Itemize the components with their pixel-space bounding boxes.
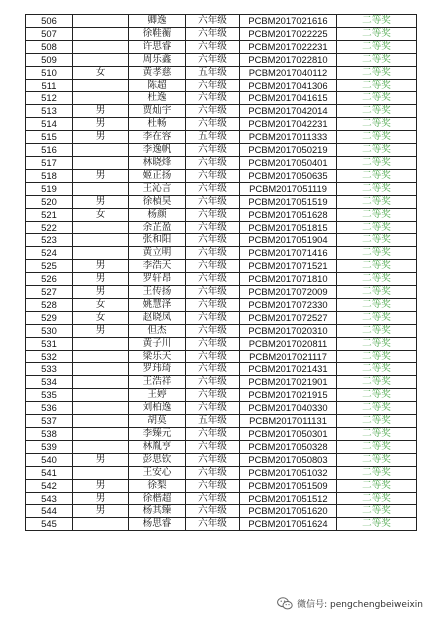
registration-code: PCBM2017051119	[240, 182, 337, 195]
award-cell: 二等奖	[337, 27, 417, 40]
award-cell: 二等奖	[337, 273, 417, 286]
award-cell: 二等奖	[337, 105, 417, 118]
grade-cell: 五年级	[186, 415, 240, 428]
award-cell: 二等奖	[337, 260, 417, 273]
registration-code: PCBM2017021901	[240, 376, 337, 389]
registration-code: PCBM2017051815	[240, 221, 337, 234]
registration-code: PCBM2017051620	[240, 505, 337, 518]
award-cell: 二等奖	[337, 169, 417, 182]
row-number: 527	[26, 286, 73, 299]
award-cell: 二等奖	[337, 466, 417, 479]
student-name: 王婷	[129, 389, 186, 402]
award-cell: 二等奖	[337, 492, 417, 505]
gender-cell: 女	[73, 208, 129, 221]
gender-cell	[73, 247, 129, 260]
gender-cell: 女	[73, 66, 129, 79]
grade-cell: 六年级	[186, 298, 240, 311]
award-cell: 二等奖	[337, 415, 417, 428]
row-number: 513	[26, 105, 73, 118]
award-cell: 二等奖	[337, 79, 417, 92]
award-cell: 二等奖	[337, 402, 417, 415]
registration-code: PCBM2017051628	[240, 208, 337, 221]
award-cell: 二等奖	[337, 131, 417, 144]
grade-cell: 六年级	[186, 466, 240, 479]
registration-code: PCBM2017071810	[240, 273, 337, 286]
student-name: 黄立明	[129, 247, 186, 260]
student-name: 黄子川	[129, 337, 186, 350]
student-name: 周乐鑫	[129, 53, 186, 66]
award-cell: 二等奖	[337, 156, 417, 169]
table-row	[26, 505, 417, 518]
gender-cell	[73, 144, 129, 157]
table-row	[26, 492, 417, 505]
gender-cell: 男	[73, 118, 129, 131]
student-name: 胡莫	[129, 415, 186, 428]
table-row	[26, 324, 417, 337]
wechat-watermark	[277, 597, 423, 610]
student-name: 李在容	[129, 131, 186, 144]
row-number: 523	[26, 234, 73, 247]
table-row	[26, 182, 417, 195]
gender-cell	[73, 27, 129, 40]
registration-code: PCBM2017072527	[240, 311, 337, 324]
registration-code: PCBM2017020811	[240, 337, 337, 350]
table-row	[26, 453, 417, 466]
registration-code: PCBM2017050401	[240, 156, 337, 169]
student-name: 林胤亨	[129, 440, 186, 453]
gender-cell	[73, 402, 129, 415]
table-row	[26, 376, 417, 389]
table-row	[26, 518, 417, 531]
registration-code: PCBM2017021616	[240, 15, 337, 28]
table-row	[26, 466, 417, 479]
registration-code: PCBM2017022810	[240, 53, 337, 66]
row-number: 519	[26, 182, 73, 195]
gender-cell	[73, 53, 129, 66]
registration-code: PCBM2017071521	[240, 260, 337, 273]
gender-cell	[73, 156, 129, 169]
grade-cell: 六年级	[186, 453, 240, 466]
table-row	[26, 350, 417, 363]
grade-cell: 六年级	[186, 144, 240, 157]
gender-cell: 男	[73, 131, 129, 144]
gender-cell	[73, 92, 129, 105]
grade-cell: 六年级	[186, 402, 240, 415]
registration-code: PCBM2017022225	[240, 27, 337, 40]
grade-cell: 六年级	[186, 221, 240, 234]
table-row	[26, 337, 417, 350]
row-number: 524	[26, 247, 73, 260]
table-row	[26, 428, 417, 441]
registration-code: PCBM2017050328	[240, 440, 337, 453]
row-number: 521	[26, 208, 73, 221]
award-cell: 二等奖	[337, 40, 417, 53]
award-cell: 二等奖	[337, 208, 417, 221]
row-number: 506	[26, 15, 73, 28]
gender-cell: 男	[73, 169, 129, 182]
table-row	[26, 15, 417, 28]
table-row	[26, 363, 417, 376]
row-number: 542	[26, 479, 73, 492]
registration-code: PCBM2017051904	[240, 234, 337, 247]
award-table-body	[26, 15, 417, 531]
registration-code: PCBM2017041306	[240, 79, 337, 92]
award-cell: 二等奖	[337, 247, 417, 260]
registration-code: PCBM2017051032	[240, 466, 337, 479]
student-name: 徐梨	[129, 479, 186, 492]
gender-cell: 女	[73, 298, 129, 311]
table-row	[26, 66, 417, 79]
student-name: 王安心	[129, 466, 186, 479]
award-cell: 二等奖	[337, 440, 417, 453]
gender-cell	[73, 376, 129, 389]
student-name: 杨颜	[129, 208, 186, 221]
gender-cell: 男	[73, 453, 129, 466]
award-cell: 二等奖	[337, 234, 417, 247]
table-row	[26, 27, 417, 40]
student-name: 林晓烽	[129, 156, 186, 169]
table-row	[26, 415, 417, 428]
gender-cell	[73, 182, 129, 195]
row-number: 535	[26, 389, 73, 402]
table-row	[26, 144, 417, 157]
grade-cell: 六年级	[186, 376, 240, 389]
student-name: 李逸帆	[129, 144, 186, 157]
student-name: 赵晓凤	[129, 311, 186, 324]
grade-cell: 六年级	[186, 27, 240, 40]
table-row	[26, 286, 417, 299]
student-name: 李臻元	[129, 428, 186, 441]
gender-cell	[73, 415, 129, 428]
row-number: 533	[26, 363, 73, 376]
grade-cell: 六年级	[186, 324, 240, 337]
grade-cell: 六年级	[186, 53, 240, 66]
gender-cell	[73, 389, 129, 402]
student-name: 姬正扬	[129, 169, 186, 182]
award-cell: 二等奖	[337, 350, 417, 363]
grade-cell: 六年级	[186, 260, 240, 273]
student-name: 徐鞋蘅	[129, 27, 186, 40]
award-cell: 二等奖	[337, 479, 417, 492]
student-name: 姚慧泽	[129, 298, 186, 311]
gender-cell: 男	[73, 324, 129, 337]
grade-cell: 六年级	[186, 505, 240, 518]
student-name: 卿逸	[129, 15, 186, 28]
table-row	[26, 53, 417, 66]
award-cell: 二等奖	[337, 337, 417, 350]
gender-cell	[73, 337, 129, 350]
grade-cell: 六年级	[186, 337, 240, 350]
registration-code: PCBM2017072009	[240, 286, 337, 299]
registration-code: PCBM2017022231	[240, 40, 337, 53]
table-row	[26, 389, 417, 402]
award-cell: 二等奖	[337, 182, 417, 195]
gender-cell	[73, 15, 129, 28]
table-row	[26, 402, 417, 415]
grade-cell: 六年级	[186, 118, 240, 131]
registration-code: PCBM2017071416	[240, 247, 337, 260]
registration-code: PCBM2017041615	[240, 92, 337, 105]
grade-cell: 六年级	[186, 363, 240, 376]
grade-cell: 六年级	[186, 195, 240, 208]
grade-cell: 六年级	[186, 350, 240, 363]
table-row	[26, 92, 417, 105]
student-name: 陈超	[129, 79, 186, 92]
row-number: 528	[26, 298, 73, 311]
award-cell: 二等奖	[337, 221, 417, 234]
row-number: 507	[26, 27, 73, 40]
grade-cell: 六年级	[186, 208, 240, 221]
row-number: 510	[26, 66, 73, 79]
grade-cell: 六年级	[186, 79, 240, 92]
award-cell: 二等奖	[337, 118, 417, 131]
gender-cell: 男	[73, 505, 129, 518]
grade-cell: 六年级	[186, 518, 240, 531]
gender-cell: 男	[73, 479, 129, 492]
registration-code: PCBM2017050301	[240, 428, 337, 441]
registration-code: PCBM2017050803	[240, 453, 337, 466]
grade-cell: 六年级	[186, 428, 240, 441]
student-name: 彭思钦	[129, 453, 186, 466]
table-row	[26, 221, 417, 234]
table-row	[26, 40, 417, 53]
row-number: 538	[26, 428, 73, 441]
student-name: 徐楷超	[129, 492, 186, 505]
award-cell: 二等奖	[337, 428, 417, 441]
gender-cell	[73, 428, 129, 441]
student-name: 杨思睿	[129, 518, 186, 531]
row-number: 520	[26, 195, 73, 208]
student-name: 徐楨昊	[129, 195, 186, 208]
row-number: 540	[26, 453, 73, 466]
row-number: 514	[26, 118, 73, 131]
gender-cell: 男	[73, 492, 129, 505]
row-number: 512	[26, 92, 73, 105]
grade-cell: 六年级	[186, 182, 240, 195]
registration-code: PCBM2017051512	[240, 492, 337, 505]
student-name: 杜逸	[129, 92, 186, 105]
gender-cell: 男	[73, 105, 129, 118]
table-row	[26, 131, 417, 144]
gender-cell: 男	[73, 273, 129, 286]
gender-cell	[73, 234, 129, 247]
table-row	[26, 479, 417, 492]
gender-cell	[73, 40, 129, 53]
student-name: 黄孝慈	[129, 66, 186, 79]
row-number: 516	[26, 144, 73, 157]
gender-cell: 男	[73, 286, 129, 299]
wechat-icon	[277, 597, 293, 610]
registration-code: PCBM2017040330	[240, 402, 337, 415]
award-table	[25, 14, 417, 531]
student-name: 贾灿宇	[129, 105, 186, 118]
grade-cell: 六年级	[186, 105, 240, 118]
table-row	[26, 169, 417, 182]
row-number: 522	[26, 221, 73, 234]
table-row	[26, 79, 417, 92]
student-name: 杨其臻	[129, 505, 186, 518]
row-number: 508	[26, 40, 73, 53]
award-cell: 二等奖	[337, 195, 417, 208]
row-number: 545	[26, 518, 73, 531]
award-cell: 二等奖	[337, 363, 417, 376]
registration-code: PCBM2017050219	[240, 144, 337, 157]
award-cell: 二等奖	[337, 66, 417, 79]
grade-cell: 六年级	[186, 479, 240, 492]
table-row	[26, 311, 417, 324]
student-name: 杜畅	[129, 118, 186, 131]
gender-cell	[73, 466, 129, 479]
award-cell: 二等奖	[337, 324, 417, 337]
row-number: 511	[26, 79, 73, 92]
gender-cell	[73, 350, 129, 363]
grade-cell: 六年级	[186, 389, 240, 402]
registration-code: PCBM2017040112	[240, 66, 337, 79]
registration-code: PCBM2017051624	[240, 518, 337, 531]
grade-cell: 六年级	[186, 15, 240, 28]
registration-code: PCBM2017021117	[240, 350, 337, 363]
row-number: 530	[26, 324, 73, 337]
grade-cell: 六年级	[186, 492, 240, 505]
table-row	[26, 195, 417, 208]
registration-code: PCBM2017050635	[240, 169, 337, 182]
table-row	[26, 118, 417, 131]
student-name: 梁乐天	[129, 350, 186, 363]
registration-code: PCBM2017011131	[240, 415, 337, 428]
grade-cell: 六年级	[186, 247, 240, 260]
row-number: 541	[26, 466, 73, 479]
student-name: 余芷盈	[129, 221, 186, 234]
row-number: 534	[26, 376, 73, 389]
grade-cell: 六年级	[186, 286, 240, 299]
row-number: 532	[26, 350, 73, 363]
registration-code: PCBM2017042014	[240, 105, 337, 118]
student-name: 李浩天	[129, 260, 186, 273]
row-number: 525	[26, 260, 73, 273]
table-row	[26, 105, 417, 118]
table-row	[26, 234, 417, 247]
table-row	[26, 247, 417, 260]
grade-cell: 六年级	[186, 40, 240, 53]
student-name: 王浩祥	[129, 376, 186, 389]
grade-cell: 六年级	[186, 440, 240, 453]
grade-cell: 六年级	[186, 273, 240, 286]
registration-code: PCBM2017051519	[240, 195, 337, 208]
grade-cell: 五年级	[186, 66, 240, 79]
award-cell: 二等奖	[337, 518, 417, 531]
gender-cell	[73, 221, 129, 234]
row-number: 529	[26, 311, 73, 324]
student-name: 但杰	[129, 324, 186, 337]
grade-cell: 六年级	[186, 156, 240, 169]
row-number: 526	[26, 273, 73, 286]
award-cell: 二等奖	[337, 298, 417, 311]
grade-cell: 六年级	[186, 311, 240, 324]
student-name: 罗轩昂	[129, 273, 186, 286]
table-row	[26, 260, 417, 273]
gender-cell	[73, 440, 129, 453]
award-cell: 二等奖	[337, 389, 417, 402]
student-name: 王沁言	[129, 182, 186, 195]
award-cell: 二等奖	[337, 53, 417, 66]
award-cell: 二等奖	[337, 92, 417, 105]
student-name: 张和阳	[129, 234, 186, 247]
gender-cell	[73, 363, 129, 376]
registration-code: PCBM2017011333	[240, 131, 337, 144]
row-number: 544	[26, 505, 73, 518]
gender-cell: 男	[73, 260, 129, 273]
student-name: 王传扬	[129, 286, 186, 299]
award-cell: 二等奖	[337, 144, 417, 157]
table-row	[26, 273, 417, 286]
student-name: 罗玮琦	[129, 363, 186, 376]
gender-cell: 男	[73, 195, 129, 208]
table-row	[26, 440, 417, 453]
row-number: 537	[26, 415, 73, 428]
row-number: 517	[26, 156, 73, 169]
grade-cell: 六年级	[186, 234, 240, 247]
row-number: 518	[26, 169, 73, 182]
gender-cell: 女	[73, 311, 129, 324]
student-name: 刘柏逸	[129, 402, 186, 415]
registration-code: PCBM2017051509	[240, 479, 337, 492]
award-cell: 二等奖	[337, 376, 417, 389]
grade-cell: 六年级	[186, 169, 240, 182]
gender-cell	[73, 518, 129, 531]
registration-code: PCBM2017021431	[240, 363, 337, 376]
watermark-text: 微信号: pengchengbeiweixin	[297, 600, 423, 610]
grade-cell: 六年级	[186, 92, 240, 105]
table-row	[26, 298, 417, 311]
award-cell: 二等奖	[337, 286, 417, 299]
row-number: 515	[26, 131, 73, 144]
student-name: 许思睿	[129, 40, 186, 53]
award-cell: 二等奖	[337, 505, 417, 518]
registration-code: PCBM2017072330	[240, 298, 337, 311]
table-row	[26, 208, 417, 221]
row-number: 536	[26, 402, 73, 415]
award-cell: 二等奖	[337, 311, 417, 324]
award-cell: 二等奖	[337, 453, 417, 466]
row-number: 539	[26, 440, 73, 453]
award-cell: 二等奖	[337, 15, 417, 28]
row-number: 543	[26, 492, 73, 505]
table-row	[26, 156, 417, 169]
row-number: 509	[26, 53, 73, 66]
gender-cell	[73, 79, 129, 92]
row-number: 531	[26, 337, 73, 350]
grade-cell: 五年级	[186, 131, 240, 144]
registration-code: PCBM2017020310	[240, 324, 337, 337]
registration-code: PCBM2017021915	[240, 389, 337, 402]
registration-code: PCBM2017042231	[240, 118, 337, 131]
